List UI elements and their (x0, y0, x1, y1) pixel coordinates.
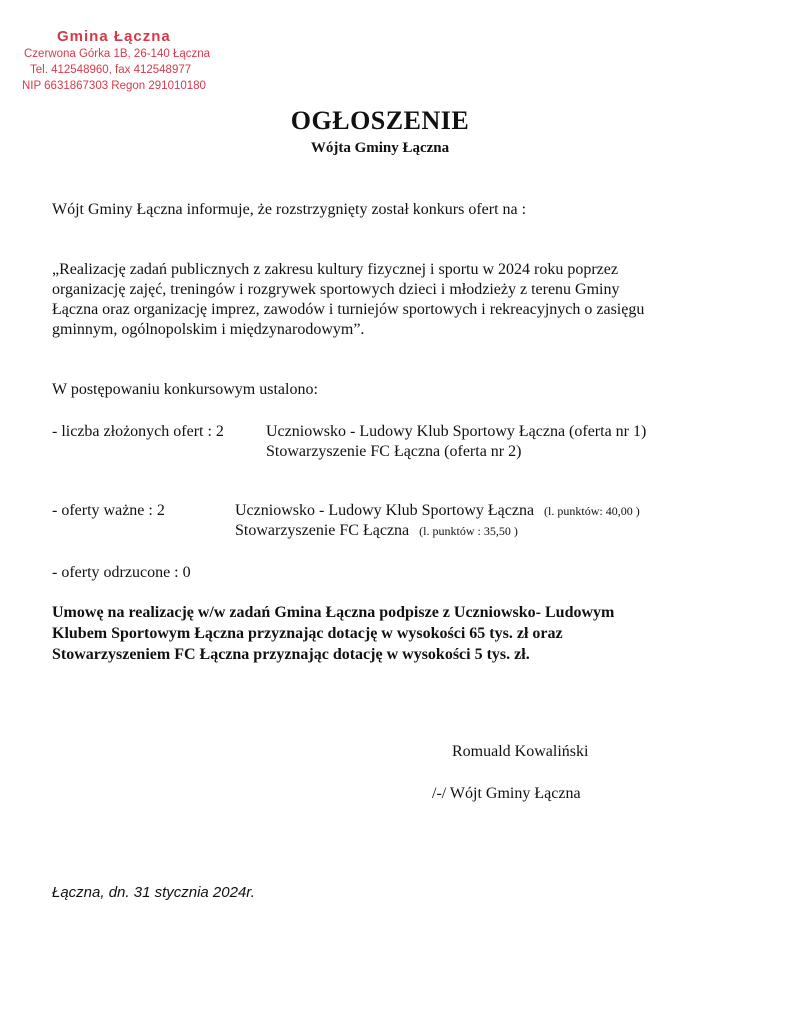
offers-valid-entry (235, 521, 518, 541)
offers-rejected: - oferty odrzucone : 0 (52, 564, 191, 581)
offers-valid-entry (235, 501, 640, 521)
offers-submitted-entry: Stowarzyszenie FC Łączna (oferta nr 2) (266, 443, 522, 460)
offers-submitted-entry: Uczniowsko - Ludowy Klub Sportowy Łączna (oferta nr 1) (266, 423, 647, 440)
settled-heading: W postępowaniu konkursowym ustalono: (52, 381, 318, 398)
offer-points: (l. punktów: 40,00 ) (544, 504, 640, 518)
offer-name: Stowarzyszenie FC Łączna (235, 522, 410, 539)
signature-role: /-/ Wójt Gminy Łączna (432, 785, 581, 802)
offer-name: Uczniowsko - Ludowy Klub Sportowy Łączna (235, 502, 535, 519)
intro-paragraph: Wójt Gminy Łączna informuje, że rozstrzygnięty został konkurs ofert na : (52, 201, 527, 218)
stamp-name: Gmina Łączna (57, 28, 171, 45)
page-subtitle: Wójta Gminy Łączna (310, 140, 450, 156)
offers-submitted-label: - liczba złożonych ofert : 2 (52, 423, 224, 440)
page-title: OGŁOSZENIE (290, 106, 470, 135)
stamp-ids: NIP 6631867303 Regon 291010180 (22, 80, 206, 92)
decision-paragraph (52, 602, 614, 665)
decision-line: Klubem Sportowym Łączna przyznając dotację w wysokości 65 tys. zł oraz (52, 625, 563, 642)
quote-line: „Realizację zadań publicznych z zakresu kultury fizycznej i sportu w 2024 roku poprzez (52, 261, 618, 278)
offer-points: (l. punktów : 35,50 ) (419, 524, 518, 538)
dateline: Łączna, dn. 31 stycznia 2024r. (52, 884, 255, 901)
offers-valid-label: - oferty ważne : 2 (52, 502, 165, 519)
stamp-address: Czerwona Górka 1B, 26-140 Łączna (24, 48, 211, 60)
quote-line: Łączna oraz organizację imprez, zawodów i turniejów sportowych i rekreacyjnych o zasięgu (52, 301, 645, 318)
decision-line: Umowę na realizację w/w zadań Gmina Łączna podpisze z Uczniowsko- Ludowym (52, 604, 615, 621)
decision-line: Stowarzyszeniem FC Łączna przyznając dotację w wysokości 5 tys. zł. (52, 646, 530, 663)
quote-line: organizację zajęć, treningów i rozgrywek sportowych dzieci i młodzieży z terenu Gminy (52, 281, 620, 298)
signature-name: Romuald Kowaliński (452, 743, 589, 760)
contest-quote (52, 260, 644, 340)
stamp-phone: Tel. 412548960, fax 412548977 (30, 64, 192, 76)
quote-line: gminnym, ogólnopolskim i międzynarodowym”. (52, 321, 365, 338)
